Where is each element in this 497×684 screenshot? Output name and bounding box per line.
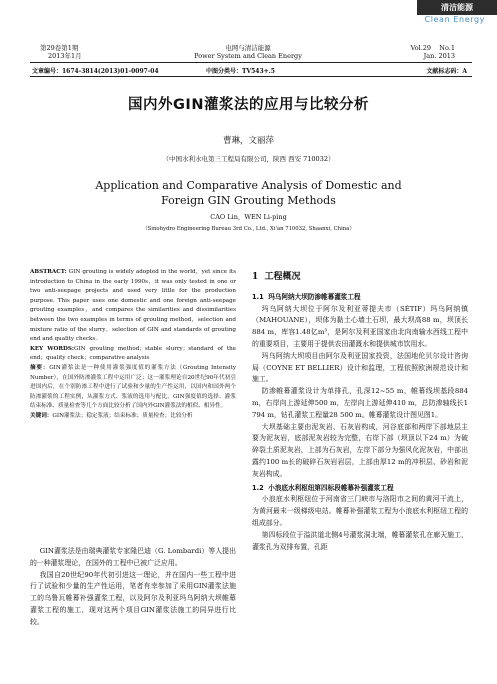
keywords-zh-text: GIN灌浆法；稳定浆液；结束标准；质量检查；比较分析 bbox=[52, 412, 193, 419]
section-1-2-paragraph-1: 小浪底水利枢纽位于河南省三门峡市与洛阳市之间的黄河干流上，为黄河最末一级梯级电站。帷幕补强灌浆工程为小浪底水利枢纽工程的组成部分。 bbox=[252, 495, 468, 527]
abstract-en-label: ABSTRACT: bbox=[30, 269, 67, 275]
title-en-line1: Application and Comparative Analysis of Domestic and bbox=[95, 179, 402, 192]
abstract-block bbox=[30, 268, 236, 422]
title-en-line2: Foreign GIN Grouting Methods bbox=[161, 194, 336, 207]
section-1-1-title: 玛乌阿纳大坝防渗帷幕灌浆工程 bbox=[268, 292, 361, 301]
clc-number: 中图分类号：TV543+.5 bbox=[206, 68, 275, 75]
section-1-1-paragraph-3: 防渗帷幕灌浆设计为单排孔，孔深12~55 m，帷幕线坝基段884 m，右岸向上游延伸500 m，左岸向上游延伸410 m，总防渗轴线长1 794 m，钻孔灌浆工程量28 500 m。帷幕灌浆设计图见图1。 bbox=[252, 387, 468, 419]
section-1-1-paragraph-1: 玛乌阿纳大坝位于阿尔及利亚蒂提夫市（SÉTIF）玛乌阿纳镇（MAHOUANE），坝体为黏土心墙土石坝，最大坝高88 m，坝顶长884 m，库容1.48亿m³，是阿尔及利亚国家由北向南输水西线工程中的重要项目，主要用于提供农田灌溉水和提供城市饮用水。 bbox=[252, 304, 468, 348]
header-journal-en: Power System and Clean Energy bbox=[194, 52, 302, 60]
affiliation-zh: （中国水利水电第三工程局有限公司，陕西 西安 710032） bbox=[162, 155, 335, 163]
intro-paragraph-1: GIN灌浆法是由瑞典灌浆专家隆巴迪（G. Lombardi）等人提出的一种灌浆理论，在国外的工程中已被广泛应用。 bbox=[30, 547, 236, 567]
section-1-2-paragraph-2: 第四标段位于溢洪道北侧4号灌浆洞北端，帷幕灌浆孔在廊天施工，灌浆孔为双排布置，孔距 bbox=[252, 530, 468, 551]
article-number: 文章编号：1674-3814(2013)01-0097-04 bbox=[32, 68, 159, 75]
header-volume-en-block bbox=[411, 44, 455, 60]
header-date-en: Jan. 2013 bbox=[423, 52, 455, 60]
abstract-zh-text: GIN灌浆法是一种使用灌浆强度值的灌浆方法（Grouting Intensity Number），在国外防渗灌浆工程中运用广泛；这一灌浆理论自20世纪90年代初引进国内后，在个别防渗工程中进行了试验和少量的生产性运用，以国内和国外两个防渗灌浆的工程实例，从灌浆方式、浆液的选用与配比、GIN强度值的选择、灌浆结束标准、质量检查等几个方面比较分析了国内外GIN灌浆法的相似、相异性。 bbox=[30, 364, 236, 410]
header-volume-zh: 第29卷第1期 bbox=[40, 44, 79, 52]
header-rule-top bbox=[30, 62, 472, 63]
header-journal-zh: 电网与清洁能源 bbox=[225, 44, 271, 52]
keywords-zh-label: 关键词： bbox=[30, 412, 53, 419]
affiliation-en: （Sinohydro Engineering Bureau 3rd Co., Ltd., Xi'an 710032, Shaanxi, China） bbox=[142, 226, 355, 232]
section-1-1-paragraph-4: 大坝基础主要由泥灰岩、石灰岩构成，河谷底部和两岸下部地层主要为泥灰岩，底部泥灰岩较为完整，右岸下部（坝顶以下24 m）为破碎裂土质泥灰岩，上部为石灰岩，左岸下部分为强风化泥灰岩，中部出露约100 m长的破碎石灰岩岩层，上部由厚12 m的冲积层、砂岩和泥灰岩构成。 bbox=[252, 422, 468, 478]
abstract-zh bbox=[30, 364, 236, 412]
header-rule-bottom bbox=[30, 76, 472, 77]
brand-badge: 清洁能源 bbox=[417, 0, 497, 15]
section-1-1-number: 1.1 bbox=[252, 292, 264, 301]
abstract-en-text: GIN grouting is widely adopted in the world，yet since its introduction to China in the early 1990s，it was only tested in one or two anti-seepage projects and used very little for the production purpose. This paper uses one domestic and one foreign anti-seepage grouting examples，and compares the similarities and dissimilarities between the two examples in terms of grouting method，selection and mixture ratio of the slurry，selection of GIN and standards of grouting end and quality checks. bbox=[30, 269, 237, 343]
section-1-heading bbox=[252, 272, 468, 284]
section-1-2-title: 小浪底水利枢纽第四标段帷幕补强灌浆工程 bbox=[268, 483, 394, 492]
authors-zh: 曹琳，文丽萍 bbox=[222, 136, 274, 146]
keywords-zh bbox=[30, 412, 236, 422]
section-1-2-heading bbox=[252, 483, 468, 495]
intro-paragraph-2: 我国自20世纪90年代初引进这一理论，并在国内一些工程中进行了试验和少量的生产性运用，笔者有幸参加了采用GIN灌浆法施工的乌鲁瓦帷幕补强灌浆工程，以及阿尔及利亚玛乌阿纳大坝帷幕灌浆工程的施工，现对这两个项目GIN灌浆法施工的同异进行比较。 bbox=[30, 570, 236, 626]
brand-english: Clean Energy bbox=[424, 15, 485, 24]
authors-en: CAO Lin，WEN Li-ping bbox=[210, 213, 287, 221]
section-1-1-paragraph-2: 玛乌阿纳大坝项目由阿尔及利亚国家投资，法国地伦贝尔设计咨询局（COYNE ET BELLIER）设计和监理，工程依照欧洲规范设计和施工。 bbox=[252, 351, 468, 384]
section-1-1-heading bbox=[252, 292, 468, 304]
section-1-2-number: 1.2 bbox=[252, 483, 264, 492]
header-journal-block bbox=[148, 44, 348, 60]
keywords-en bbox=[30, 345, 236, 364]
intro-body bbox=[30, 546, 236, 629]
title-zh: 国内外GIN灌浆法的应用与比较分析 bbox=[128, 97, 369, 113]
title-en bbox=[40, 178, 457, 208]
header-volume-en: Vol.29 No.1 bbox=[410, 44, 455, 52]
keywords-en-text: GIN grouting method；stable slurry；standard of the end；quality check；comparative analysis bbox=[30, 345, 236, 362]
header-volume-block bbox=[40, 44, 82, 60]
keywords-en-label: KEY WORDS: bbox=[30, 345, 74, 352]
abstract-en bbox=[30, 268, 236, 345]
document-code: 文献标志码：A bbox=[426, 68, 467, 75]
abstract-zh-label: 摘要： bbox=[30, 364, 50, 371]
header-date-zh: 2013年1月 bbox=[48, 52, 82, 60]
section-1-title: 工程概况 bbox=[264, 272, 301, 282]
section-1-number: 1 bbox=[252, 272, 259, 282]
right-column bbox=[252, 272, 468, 553]
